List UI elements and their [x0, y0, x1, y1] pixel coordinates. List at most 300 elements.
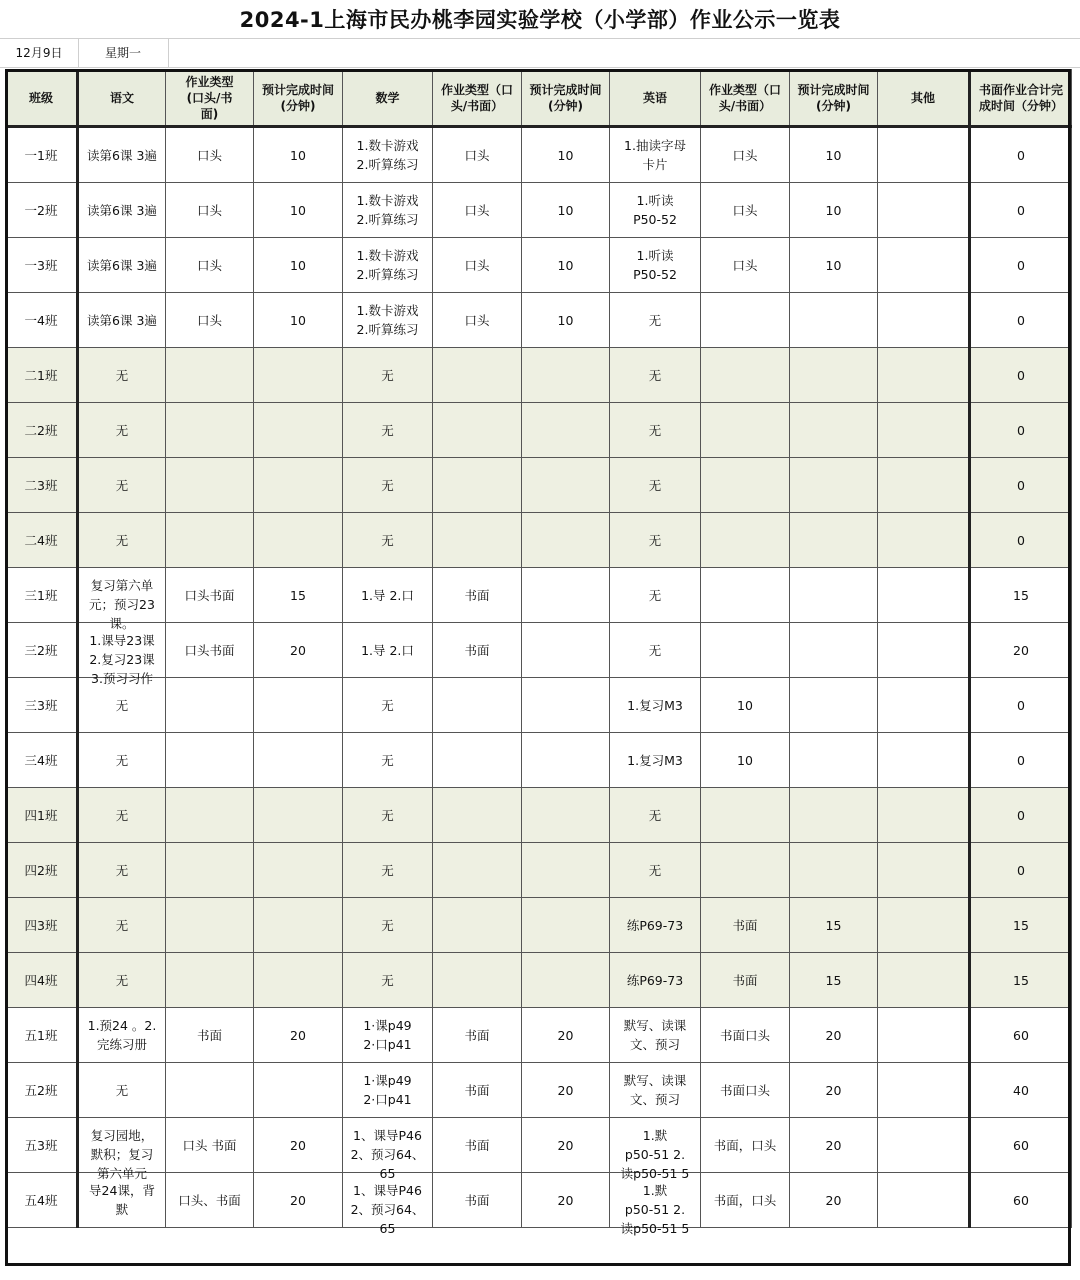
cell-text: 无 [115, 1082, 129, 1098]
cell-english-type [701, 458, 790, 513]
cell-chinese-type [166, 568, 254, 623]
cell-text: 20 [825, 1027, 842, 1043]
table-row [6, 1063, 1072, 1118]
cell-math-type [433, 843, 522, 898]
cell-math-time [522, 953, 610, 1008]
cell-text: 1.默 p50-51 2. 读p50-51 5 [620, 1128, 690, 1181]
cell-class [6, 1173, 78, 1228]
cell-text: 15 [825, 917, 842, 933]
table-row [6, 898, 1072, 953]
cell-english-type [701, 898, 790, 953]
cell-math-time [522, 788, 610, 843]
cell-text: 60 [1013, 1137, 1029, 1153]
header-chinese-time: 预计完成时间 (分钟) [254, 70, 343, 127]
cell-english-time [790, 513, 878, 568]
cell-chinese [78, 733, 166, 788]
date-row [0, 38, 1080, 68]
cell-text: 练P69-73 [626, 917, 684, 933]
cell-english [610, 1118, 701, 1181]
cell-chinese-time [254, 1063, 343, 1118]
cell-text: 无 [115, 917, 129, 933]
header-english-time: 预计完成时间 (分钟) [790, 70, 878, 127]
cell-text: 无 [648, 312, 662, 328]
cell-math-time [522, 568, 610, 623]
cell-text: 0 [1017, 257, 1025, 273]
cell-math [343, 953, 433, 1008]
table-row [6, 238, 1072, 293]
cell-text: 口头 [464, 202, 490, 218]
cell-total [970, 127, 1072, 183]
cell-text: 口头 [464, 257, 490, 273]
table-row [6, 458, 1072, 513]
cell-total [970, 843, 1072, 898]
header-chinese: 语文 [78, 70, 166, 127]
cell-text: 1.导 2.口 [361, 587, 414, 603]
cell-chinese-type [166, 1173, 254, 1228]
cell-math-time [522, 733, 610, 788]
cell-text: 15 [1013, 587, 1029, 603]
cell-text: 1.预24 。2. 完练习册 [87, 1018, 157, 1052]
cell-chinese [78, 513, 166, 568]
cell-chinese-time [254, 348, 343, 403]
cell-text: 10 [737, 697, 753, 713]
cell-english-type [701, 568, 790, 623]
cell-chinese-type [166, 1063, 254, 1118]
cell-math [343, 238, 433, 293]
cell-chinese [78, 953, 166, 1008]
cell-english [610, 238, 701, 293]
cell-english [610, 733, 701, 788]
cell-chinese-time [254, 678, 343, 733]
cell-text: 1、课导P46 2、预习64、 65 [350, 1183, 425, 1236]
cell-text: 二3班 [24, 477, 58, 493]
cell-text: 10 [290, 202, 306, 218]
cell-text: 1.导 2.口 [361, 642, 414, 658]
cell-math-type [433, 293, 522, 348]
cell-math [343, 733, 433, 788]
cell-english-type [701, 127, 790, 183]
cell-text: 0 [1017, 202, 1025, 218]
cell-english [610, 678, 701, 733]
cell-english-type [701, 348, 790, 403]
cell-text: 20 [290, 1027, 306, 1043]
cell-text: 五1班 [24, 1027, 58, 1043]
header-math: 数学 [343, 70, 433, 127]
cell-text: 15 [290, 587, 306, 603]
cell-text: 书面 [464, 1082, 490, 1098]
cell-chinese-time [254, 953, 343, 1008]
cell-chinese [78, 238, 166, 293]
cell-english [610, 513, 701, 568]
cell-english-type [701, 1063, 790, 1118]
cell-text: 无 [115, 367, 129, 383]
cell-english-type [701, 678, 790, 733]
cell-chinese [78, 127, 166, 183]
cell-class [6, 458, 78, 513]
cell-text: 二1班 [24, 367, 58, 383]
cell-text: 一3班 [24, 257, 58, 273]
cell-text: 四2班 [24, 862, 58, 878]
cell-chinese [78, 1173, 166, 1228]
cell-text: 五4班 [24, 1192, 58, 1208]
cell-text: 无 [381, 422, 394, 438]
cell-text: 无 [115, 532, 129, 548]
cell-chinese-time [254, 788, 343, 843]
cell-english [610, 1008, 701, 1063]
cell-chinese-time [254, 623, 343, 678]
cell-total [970, 898, 1072, 953]
cell-math [343, 1063, 433, 1118]
table-row [6, 1173, 1072, 1228]
cell-english-type [701, 238, 790, 293]
table-row [6, 348, 1072, 403]
cell-chinese-type [166, 1118, 254, 1173]
cell-english-time [790, 1173, 878, 1228]
cell-math-type [433, 127, 522, 183]
table-row [6, 623, 1072, 678]
cell-english-time [790, 238, 878, 293]
cell-chinese-time [254, 1118, 343, 1173]
cell-chinese [78, 898, 166, 953]
cell-math-type [433, 183, 522, 238]
cell-text: 口头 [732, 202, 758, 218]
cell-chinese [78, 623, 166, 686]
cell-chinese [78, 183, 166, 238]
cell-class [6, 898, 78, 953]
cell-english-time [790, 1118, 878, 1173]
cell-english-type [701, 733, 790, 788]
cell-math [343, 898, 433, 953]
cell-text: 20 [290, 1192, 306, 1208]
cell-other [878, 348, 970, 403]
cell-math [343, 623, 433, 678]
cell-text: 读第6课 3遍 [87, 202, 157, 218]
cell-text: 无 [381, 752, 394, 768]
cell-total [970, 953, 1072, 1008]
cell-class [6, 293, 78, 348]
cell-math-time [522, 1118, 610, 1173]
cell-total [970, 513, 1072, 568]
cell-text: 无 [648, 422, 662, 438]
cell-text: 无 [381, 972, 394, 988]
table-row [6, 843, 1072, 898]
cell-total [970, 1008, 1072, 1063]
cell-text: 20 [290, 642, 306, 658]
cell-chinese-type [166, 183, 254, 238]
cell-text: 二4班 [24, 532, 58, 548]
cell-english [610, 458, 701, 513]
cell-chinese [78, 348, 166, 403]
cell-class [6, 843, 78, 898]
cell-text: 10 [825, 147, 842, 163]
cell-text: 口头 [732, 257, 758, 273]
cell-class [6, 788, 78, 843]
cell-text: 一1班 [24, 147, 58, 163]
cell-other [878, 733, 970, 788]
cell-text: 1.抽读字母 卡片 [624, 138, 686, 172]
cell-other [878, 403, 970, 458]
cell-math-time [522, 1173, 610, 1228]
cell-chinese-time [254, 568, 343, 623]
cell-math [343, 513, 433, 568]
table-row [6, 293, 1072, 348]
cell-text: 四1班 [24, 807, 58, 823]
cell-english [610, 898, 701, 953]
cell-class [6, 1008, 78, 1063]
cell-math-time [522, 403, 610, 458]
table-row [6, 1118, 1072, 1173]
cell-english-time [790, 788, 878, 843]
cell-math-type [433, 458, 522, 513]
cell-math [343, 678, 433, 733]
cell-text: 20 [557, 1137, 574, 1153]
cell-other [878, 568, 970, 623]
date-cell: 12月9日 [15, 46, 63, 60]
cell-text: 复习第六单 元；预习23 课。 [89, 578, 155, 631]
cell-english-type [701, 183, 790, 238]
cell-class [6, 568, 78, 623]
cell-english-time [790, 1063, 878, 1118]
cell-text: 书面 [464, 642, 490, 658]
cell-english-type [701, 403, 790, 458]
cell-chinese [78, 843, 166, 898]
cell-english [610, 788, 701, 843]
cell-english-time [790, 1008, 878, 1063]
cell-english-time [790, 623, 878, 678]
cell-text: 15 [1013, 972, 1029, 988]
cell-math [343, 183, 433, 238]
cell-text: 1.复习M3 [627, 752, 683, 768]
cell-english-time [790, 733, 878, 788]
cell-text: 四4班 [24, 972, 58, 988]
cell-english-time [790, 678, 878, 733]
header-class: 班级 [6, 70, 78, 127]
cell-text: 练P69-73 [626, 972, 684, 988]
cell-math-type [433, 1008, 522, 1063]
cell-chinese-time [254, 127, 343, 183]
cell-other [878, 953, 970, 1008]
cell-class [6, 238, 78, 293]
cell-english-time [790, 183, 878, 238]
header-row [6, 70, 1072, 127]
cell-chinese-time [254, 183, 343, 238]
header-math-time: 预计完成时间 (分钟) [522, 70, 610, 127]
cell-english-time [790, 403, 878, 458]
cell-english [610, 843, 701, 898]
cell-math-type [433, 953, 522, 1008]
cell-other [878, 513, 970, 568]
cell-text: 15 [1013, 917, 1029, 933]
cell-math-time [522, 127, 610, 183]
cell-chinese-type [166, 898, 254, 953]
cell-other [878, 458, 970, 513]
cell-text: 20 [1013, 642, 1029, 658]
cell-text: 口头 [196, 147, 222, 163]
cell-text: 无 [648, 477, 662, 493]
cell-chinese-type [166, 843, 254, 898]
cell-other [878, 1173, 970, 1228]
cell-chinese-type [166, 733, 254, 788]
cell-text: 书面 [732, 972, 758, 988]
table-row [6, 1008, 1072, 1063]
cell-math [343, 568, 433, 623]
cell-text: 1.默 p50-51 2. 读p50-51 5 [620, 1183, 690, 1236]
cell-math [343, 1008, 433, 1063]
cell-class [6, 953, 78, 1008]
cell-chinese-type [166, 953, 254, 1008]
cell-text: 书面 [464, 587, 490, 603]
cell-text: 20 [557, 1192, 574, 1208]
cell-text: 书面口头 [719, 1082, 770, 1098]
cell-math [343, 1173, 433, 1236]
cell-total [970, 1118, 1072, 1173]
cell-english-time [790, 293, 878, 348]
cell-total [970, 1173, 1072, 1228]
cell-text: 无 [648, 367, 662, 383]
cell-math-type [433, 678, 522, 733]
header-math-type: 作业类型（口 头/书面） [433, 70, 522, 127]
cell-english-type [701, 513, 790, 568]
cell-text: 10 [557, 312, 574, 328]
cell-total [970, 238, 1072, 293]
cell-english-type [701, 1173, 790, 1228]
cell-english [610, 127, 701, 183]
cell-chinese [78, 1118, 166, 1181]
cell-total [970, 788, 1072, 843]
header-english: 英语 [610, 70, 701, 127]
cell-total [970, 458, 1072, 513]
cell-text: 10 [290, 257, 306, 273]
cell-chinese-type [166, 788, 254, 843]
cell-text: 0 [1017, 697, 1025, 713]
cell-math [343, 843, 433, 898]
cell-text: 0 [1017, 312, 1025, 328]
cell-text: 10 [737, 752, 753, 768]
cell-text: 书面，口头 [713, 1192, 777, 1208]
cell-math-time [522, 678, 610, 733]
cell-chinese [78, 1063, 166, 1118]
cell-other [878, 788, 970, 843]
cell-text: 0 [1017, 147, 1025, 163]
cell-text: 无 [648, 587, 662, 603]
cell-text: 1.课导23课 2.复习23课 3.预习习作 [89, 633, 155, 686]
table-row [6, 733, 1072, 788]
cell-chinese-time [254, 403, 343, 458]
table-row [6, 678, 1072, 733]
cell-math [343, 1118, 433, 1181]
cell-math-type [433, 348, 522, 403]
cell-other [878, 1118, 970, 1173]
cell-text: 0 [1017, 862, 1025, 878]
cell-text: 无 [115, 972, 129, 988]
cell-class [6, 678, 78, 733]
cell-english-time [790, 898, 878, 953]
cell-english-type [701, 843, 790, 898]
cell-text: 0 [1017, 532, 1025, 548]
table-row [6, 513, 1072, 568]
cell-text: 读第6课 3遍 [87, 312, 157, 328]
cell-text: 无 [381, 862, 394, 878]
cell-chinese-time [254, 898, 343, 953]
cell-class [6, 127, 78, 183]
cell-math-type [433, 568, 522, 623]
cell-math-time [522, 183, 610, 238]
cell-text: 20 [557, 1082, 574, 1098]
cell-total [970, 568, 1072, 623]
cell-math-type [433, 898, 522, 953]
cell-chinese [78, 568, 166, 631]
cell-text: 1.数卡游戏 2.听算练习 [356, 303, 419, 337]
cell-text: 1.数卡游戏 2.听算练习 [356, 138, 419, 172]
cell-text: 三4班 [24, 752, 58, 768]
cell-chinese-type [166, 403, 254, 458]
cell-math-time [522, 898, 610, 953]
cell-chinese-time [254, 1173, 343, 1228]
cell-chinese-type [166, 1008, 254, 1063]
cell-chinese-time [254, 1008, 343, 1063]
cell-text: 15 [825, 972, 842, 988]
cell-chinese [78, 403, 166, 458]
page-title: 2024-1上海市民办桃李园实验学校（小学部）作业公示一览表 [239, 8, 841, 32]
cell-text: 10 [290, 147, 306, 163]
cell-chinese [78, 293, 166, 348]
cell-class [6, 403, 78, 458]
table-row [6, 953, 1072, 1008]
cell-english-time [790, 953, 878, 1008]
cell-total [970, 183, 1072, 238]
cell-class [6, 513, 78, 568]
cell-text: 五3班 [24, 1137, 58, 1153]
cell-text: 无 [115, 697, 129, 713]
cell-text: 1.听读 P50-52 [633, 248, 677, 282]
cell-english [610, 1063, 701, 1118]
cell-math [343, 458, 433, 513]
cell-text: 60 [1013, 1192, 1029, 1208]
cell-text: 无 [648, 532, 662, 548]
cell-text: 口头 [196, 312, 222, 328]
cell-math-type [433, 1063, 522, 1118]
cell-class [6, 1118, 78, 1173]
cell-chinese-type [166, 127, 254, 183]
cell-text: 0 [1017, 367, 1025, 383]
cell-total [970, 403, 1072, 458]
cell-text: 默写、读课 文、预习 [623, 1073, 687, 1107]
cell-english-time [790, 568, 878, 623]
cell-other [878, 678, 970, 733]
cell-math [343, 293, 433, 348]
cell-chinese-time [254, 238, 343, 293]
cell-text: 1·课p49 2·口p41 [363, 1073, 412, 1107]
cell-text: 无 [648, 807, 662, 823]
cell-text: 口头 [196, 257, 222, 273]
cell-english-type [701, 623, 790, 678]
cell-total [970, 293, 1072, 348]
cell-class [6, 183, 78, 238]
cell-text: 书面 [196, 1027, 222, 1043]
cell-text: 书面 [464, 1192, 490, 1208]
cell-chinese-type [166, 513, 254, 568]
cell-text: 40 [1013, 1082, 1029, 1098]
table-row [6, 568, 1072, 623]
cell-math-time [522, 293, 610, 348]
cell-text: 20 [290, 1137, 306, 1153]
cell-total [970, 1063, 1072, 1118]
cell-chinese-type [166, 348, 254, 403]
cell-text: 二2班 [24, 422, 58, 438]
cell-total [970, 733, 1072, 788]
cell-text: 1.数卡游戏 2.听算练习 [356, 193, 419, 227]
cell-text: 0 [1017, 807, 1025, 823]
